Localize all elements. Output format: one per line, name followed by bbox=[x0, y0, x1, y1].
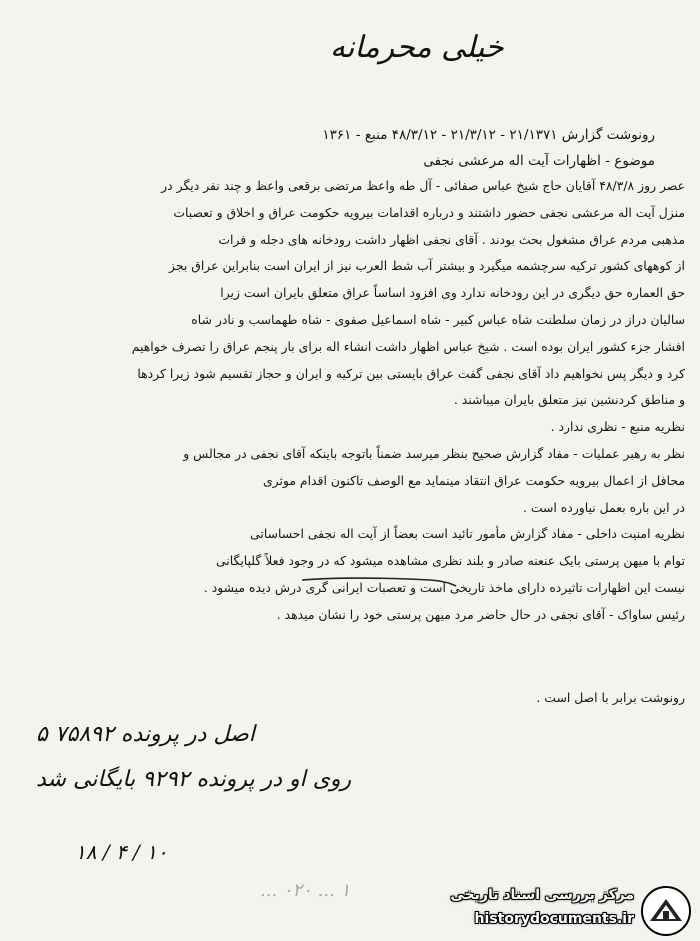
handwritten-note-file: روی او در پرونده ۹۲۹۲ بایگانی شد bbox=[36, 767, 352, 792]
body-line: رونوشت برابر با اصل است . bbox=[536, 690, 685, 706]
body-line: منزل آیت اله مرعشی نجفی حضور داشتند و درباره اقدامات بیرویه حکومت عراق و اخلاق و تعصبات bbox=[173, 204, 685, 220]
body-line: محافل از اعمال بیرویه حکومت عراق انتقاد مینماید مع الوصف تاکنون اقدام موثری bbox=[262, 472, 685, 488]
body-line: نیست این اظهارات تاثیرده دارای ماخذ تاریخی است و تعصبات ایرانی گری درش دیده میشود . bbox=[203, 580, 685, 595]
page-title: خیلی محرمانه bbox=[330, 30, 504, 65]
body-line: مذهبی مردم عراق مشغول بحث بودند . آقای نجفی اظهار داشت رودخانه های دجله و فرات bbox=[218, 231, 685, 247]
archive-logo-icon bbox=[640, 885, 692, 937]
reference-line: رونوشت گزارش ۲۱/۱۳۷۱ - ۲۱/۳/۱۲ - ۴۸/۳/۱۲ منبع - ۱۳۶۱ bbox=[322, 127, 655, 143]
faded-stamp: ۱ ... ۰۲۰ ... bbox=[260, 880, 351, 901]
body-line: از کوههای کشور ترکیه سرچشمه میگیرد و بیشتر آب شط العرب نیز از ایران است بنابراین عراق بجز bbox=[169, 258, 685, 274]
handwritten-date: ۱۰ / ۴ / ۱۸ bbox=[75, 840, 168, 864]
watermark-title: مرکز بررسی اسناد تاریخی bbox=[450, 887, 634, 903]
body-line: سالیان دراز در زمان سلطنت شاه عباس کبیر - شاه اسماعیل صفوی - شاه طهماسب و نادر شاه bbox=[191, 312, 685, 327]
handwritten-underline bbox=[300, 574, 458, 588]
watermark-url: historydocuments.ir bbox=[474, 911, 634, 927]
body-line: توام با میهن پرستی بایک عنعنه صادر و بلند نظری مشاهده میشود که در وجود فعلاً گلپایگانی bbox=[215, 553, 685, 569]
body-line: نظریه امنیت داخلی - مفاد گزارش مأمور تائید است بعضاً از آیت اله نجفی احساساتی bbox=[250, 526, 685, 542]
subject-line: موضوع - اظهارات آیت اله مرعشی نجفی bbox=[423, 153, 655, 169]
body-line: نظر به رهبر عملیات - مفاد گزارش صحیح بنظر میرسد ضمناً باتوجه باینکه آقای نجفی در مجالس و bbox=[183, 446, 685, 461]
body-line: کرد و دیگر پس نخواهیم داد آقای نجفی گفت عراق بایستی بین ترکیه و ایران و حجاز تقسیم شود زیرا کردها bbox=[137, 365, 685, 381]
body-line: حق العماره حق دیگری در این رودخانه ندارد وی افزود اساساً عراق متعلق بایران است زیرا bbox=[220, 285, 685, 301]
handwritten-note-archive: اصل در پرونده ۷۵۸۹۲ ۵ bbox=[36, 722, 255, 747]
body-line: در این باره بعمل نیاورده است . bbox=[523, 499, 685, 515]
watermark bbox=[450, 885, 692, 937]
body-line: رئیس ساواک - آقای نجفی در حال حاضر مرد میهن پرستی خود را نشان میدهد . bbox=[276, 606, 685, 622]
body-line: نظریه منبع - نظری ندارد . bbox=[550, 419, 685, 435]
body-line: و مناطق کردنشین نیز متعلق بایران میباشند . bbox=[453, 392, 685, 408]
body-line: افشار جزء کشور ایران بوده است . شیخ عباس اظهار داشت انشاء اله برای بار پنجم عراق را تصرف خواهیم bbox=[131, 338, 685, 354]
body-line: عصر روز ۴۸/۳/۸ آقایان حاج شیخ عباس صفائی - آل طه واعظ مرتضی برقعی واعظ و چند نفر دیگر در bbox=[161, 178, 685, 193]
